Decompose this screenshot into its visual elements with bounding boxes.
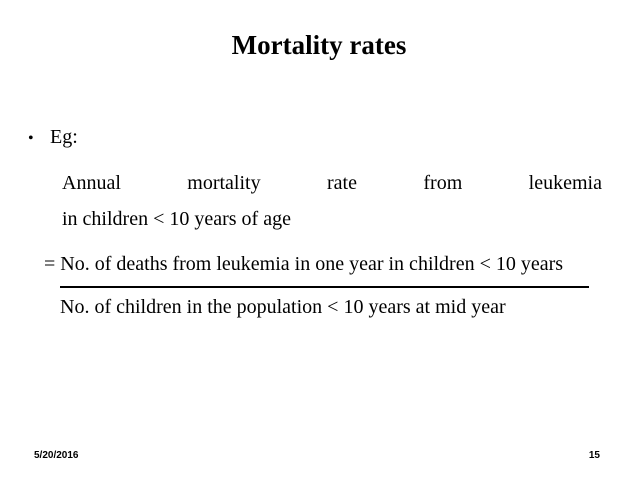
bullet-marker: • xyxy=(28,130,34,147)
bullet-text: Eg: xyxy=(50,126,78,148)
equals-sign: = xyxy=(44,253,56,275)
formula-numerator-row xyxy=(44,251,563,277)
page-number: 15 xyxy=(588,450,600,461)
definition-word: Annual xyxy=(62,172,121,194)
fraction-bar xyxy=(60,286,589,288)
footer-date: 5/20/2016 xyxy=(34,450,79,461)
slide-title: Mortality rates xyxy=(231,30,407,60)
definition-word: leukemia xyxy=(528,172,602,194)
definition-word: from xyxy=(423,172,463,194)
definition-word: rate xyxy=(327,172,357,194)
definition-continuation: in children < 10 years of age xyxy=(62,208,291,230)
definition-line xyxy=(62,170,602,196)
formula-numerator: No. of deaths from leukemia in one year in children < 10 years xyxy=(60,253,564,275)
bullet-item xyxy=(28,124,78,152)
definition-word: mortality xyxy=(187,172,261,194)
formula-denominator: No. of children in the population < 10 years at mid year xyxy=(60,296,506,318)
